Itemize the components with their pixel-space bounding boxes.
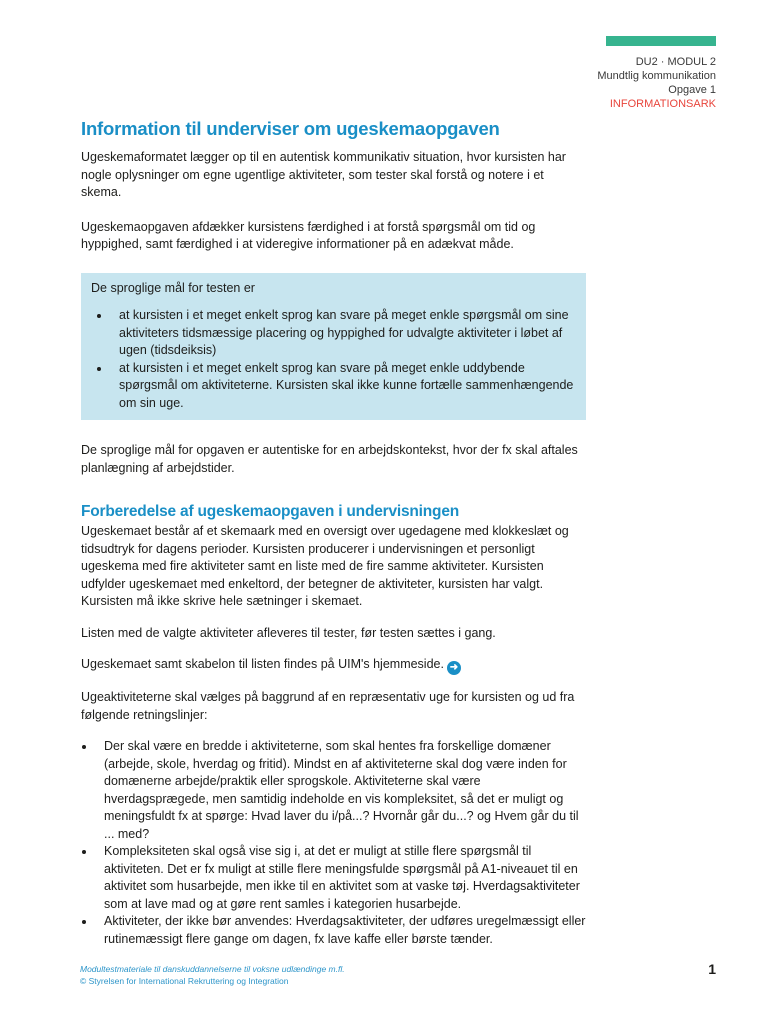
schedule-paragraph: Ugeskemaet består af et skemaark med en oversigt over ugedagene med klokkeslæt og tidsudtryk for dagens perioder. Kursisten producerer i undervisningen et personligt ugeskema med fire aktiviteter samt en liste med de fire samme aktiviteter. Kursisten udfylder ugeskemaet med enkeltord, der betegner de aktiviteter, kursisten har valgt. Kursisten må ikke skrive hele sætninger i skemaet. xyxy=(81,524,569,608)
task-number: Opgave 1 xyxy=(668,84,716,96)
footer xyxy=(80,963,345,987)
website-paragraph xyxy=(81,656,586,675)
box-intro: De sproglige mål for testen er xyxy=(91,280,255,295)
guidelines-list xyxy=(80,738,587,948)
module-name: Mundtlig kommunikation xyxy=(597,70,716,82)
module-code: DU2 · MODUL 2 xyxy=(635,56,716,68)
skills-paragraph: Ugeskemaopgaven afdækker kursistens færdighed i at forstå spørgsmål om tid og hyppighed, samt færdighed i at videregive informationer på en adækvat måde. xyxy=(81,219,536,251)
main-content xyxy=(81,118,586,948)
goals-list xyxy=(91,307,574,412)
authenticity-paragraph: De sproglige mål for opgaven er autentiske for en arbejdskontekst, hvor der fx skal aftales planlægning af arbejdstider. xyxy=(81,443,578,475)
page-number: 1 xyxy=(708,961,716,977)
list-delivery-paragraph: Listen med de valgte aktiviteter afleveres til tester, før testen sættes i gang. xyxy=(81,625,496,640)
guideline-item: • Kompleksiteten skal også vise sig i, at det er muligt at stille flere spørgsmål til aktiviteten. Det er fx muligt at stille flere meningsfulde spørgsmål på A1-niveauet til en aktivitet som husarbejde, men ikke til en aktivitet som at vaske tøj. Hverdagsaktiviteter som at lave mad og at gøre rent samles i kategorien husarbejde. xyxy=(96,843,587,913)
guidelines-intro: Ugeaktiviteterne skal vælges på baggrund af en repræsentativ uge for kursisten og ud fra følgende retningslinjer: xyxy=(81,690,575,722)
footer-material: Modultestmateriale til danskuddannelserne til voksne udlændinge m.fl. xyxy=(80,964,345,974)
website-text: Ugeskemaet samt skabelon til listen findes på UIM's hjemmeside. xyxy=(81,657,444,671)
header-accent-bar xyxy=(606,36,716,46)
goal-item: • at kursisten i et meget enkelt sprog kan svare på meget enkle uddybende spørgsmål om aktiviteterne. Kursisten skal ikke kunne fortælle sammenhængende om sin uge. xyxy=(111,360,574,413)
document-header xyxy=(597,55,716,111)
guideline-item: • Der skal være en bredde i aktiviteterne, som skal hentes fra forskellige domæner (arbejde, skole, hverdag og fritid). Mindst en af aktiviteterne skal dog være inden for domænerne arbejde/praktik eller sprogskole. Aktiviteterne skal være hverdagsprægede, men samtidig indeholde en vis kompleksitet, så det er muligt og meningsfuldt fx at spørge: Hvad laver du i/på...? Hvornår går du...? og Hvem går du til ... med? xyxy=(96,738,587,843)
sheet-type: INFORMATIONSARK xyxy=(609,98,716,110)
guideline-item: • Aktiviteter, der ikke bør anvendes: Hverdagsaktiviteter, der udføres uregelmæssigt eller rutinemæssigt flere gange om dagen, fx lave kaffe eller børste tænder. xyxy=(96,913,587,948)
intro-paragraph: Ugeskemaformatet lægger op til en autentisk kommunikativ situation, hvor kursisten har nogle oplysninger om egne ugentlige aktiviteter, som tester skal forstå og notere i et skema. xyxy=(81,150,566,199)
arrow-right-icon[interactable]: ➜ xyxy=(447,661,461,675)
goal-item: • at kursisten i et meget enkelt sprog kan svare på meget enkle spørgsmål om sine aktiviteters tidsmæssige placering og hyppighed for udvalgte aktiviteter i løbet af ugen (tidsdeiksis) xyxy=(111,307,574,360)
language-goals-box xyxy=(81,273,586,421)
footer-copyright: © Styrelsen for International Rekruttering og Integration xyxy=(80,976,289,986)
page-title: Information til underviser om ugeskemaopgaven xyxy=(81,118,500,139)
section-title-preparation: Forberedelse af ugeskemaopgaven i undervisningen xyxy=(81,503,460,520)
